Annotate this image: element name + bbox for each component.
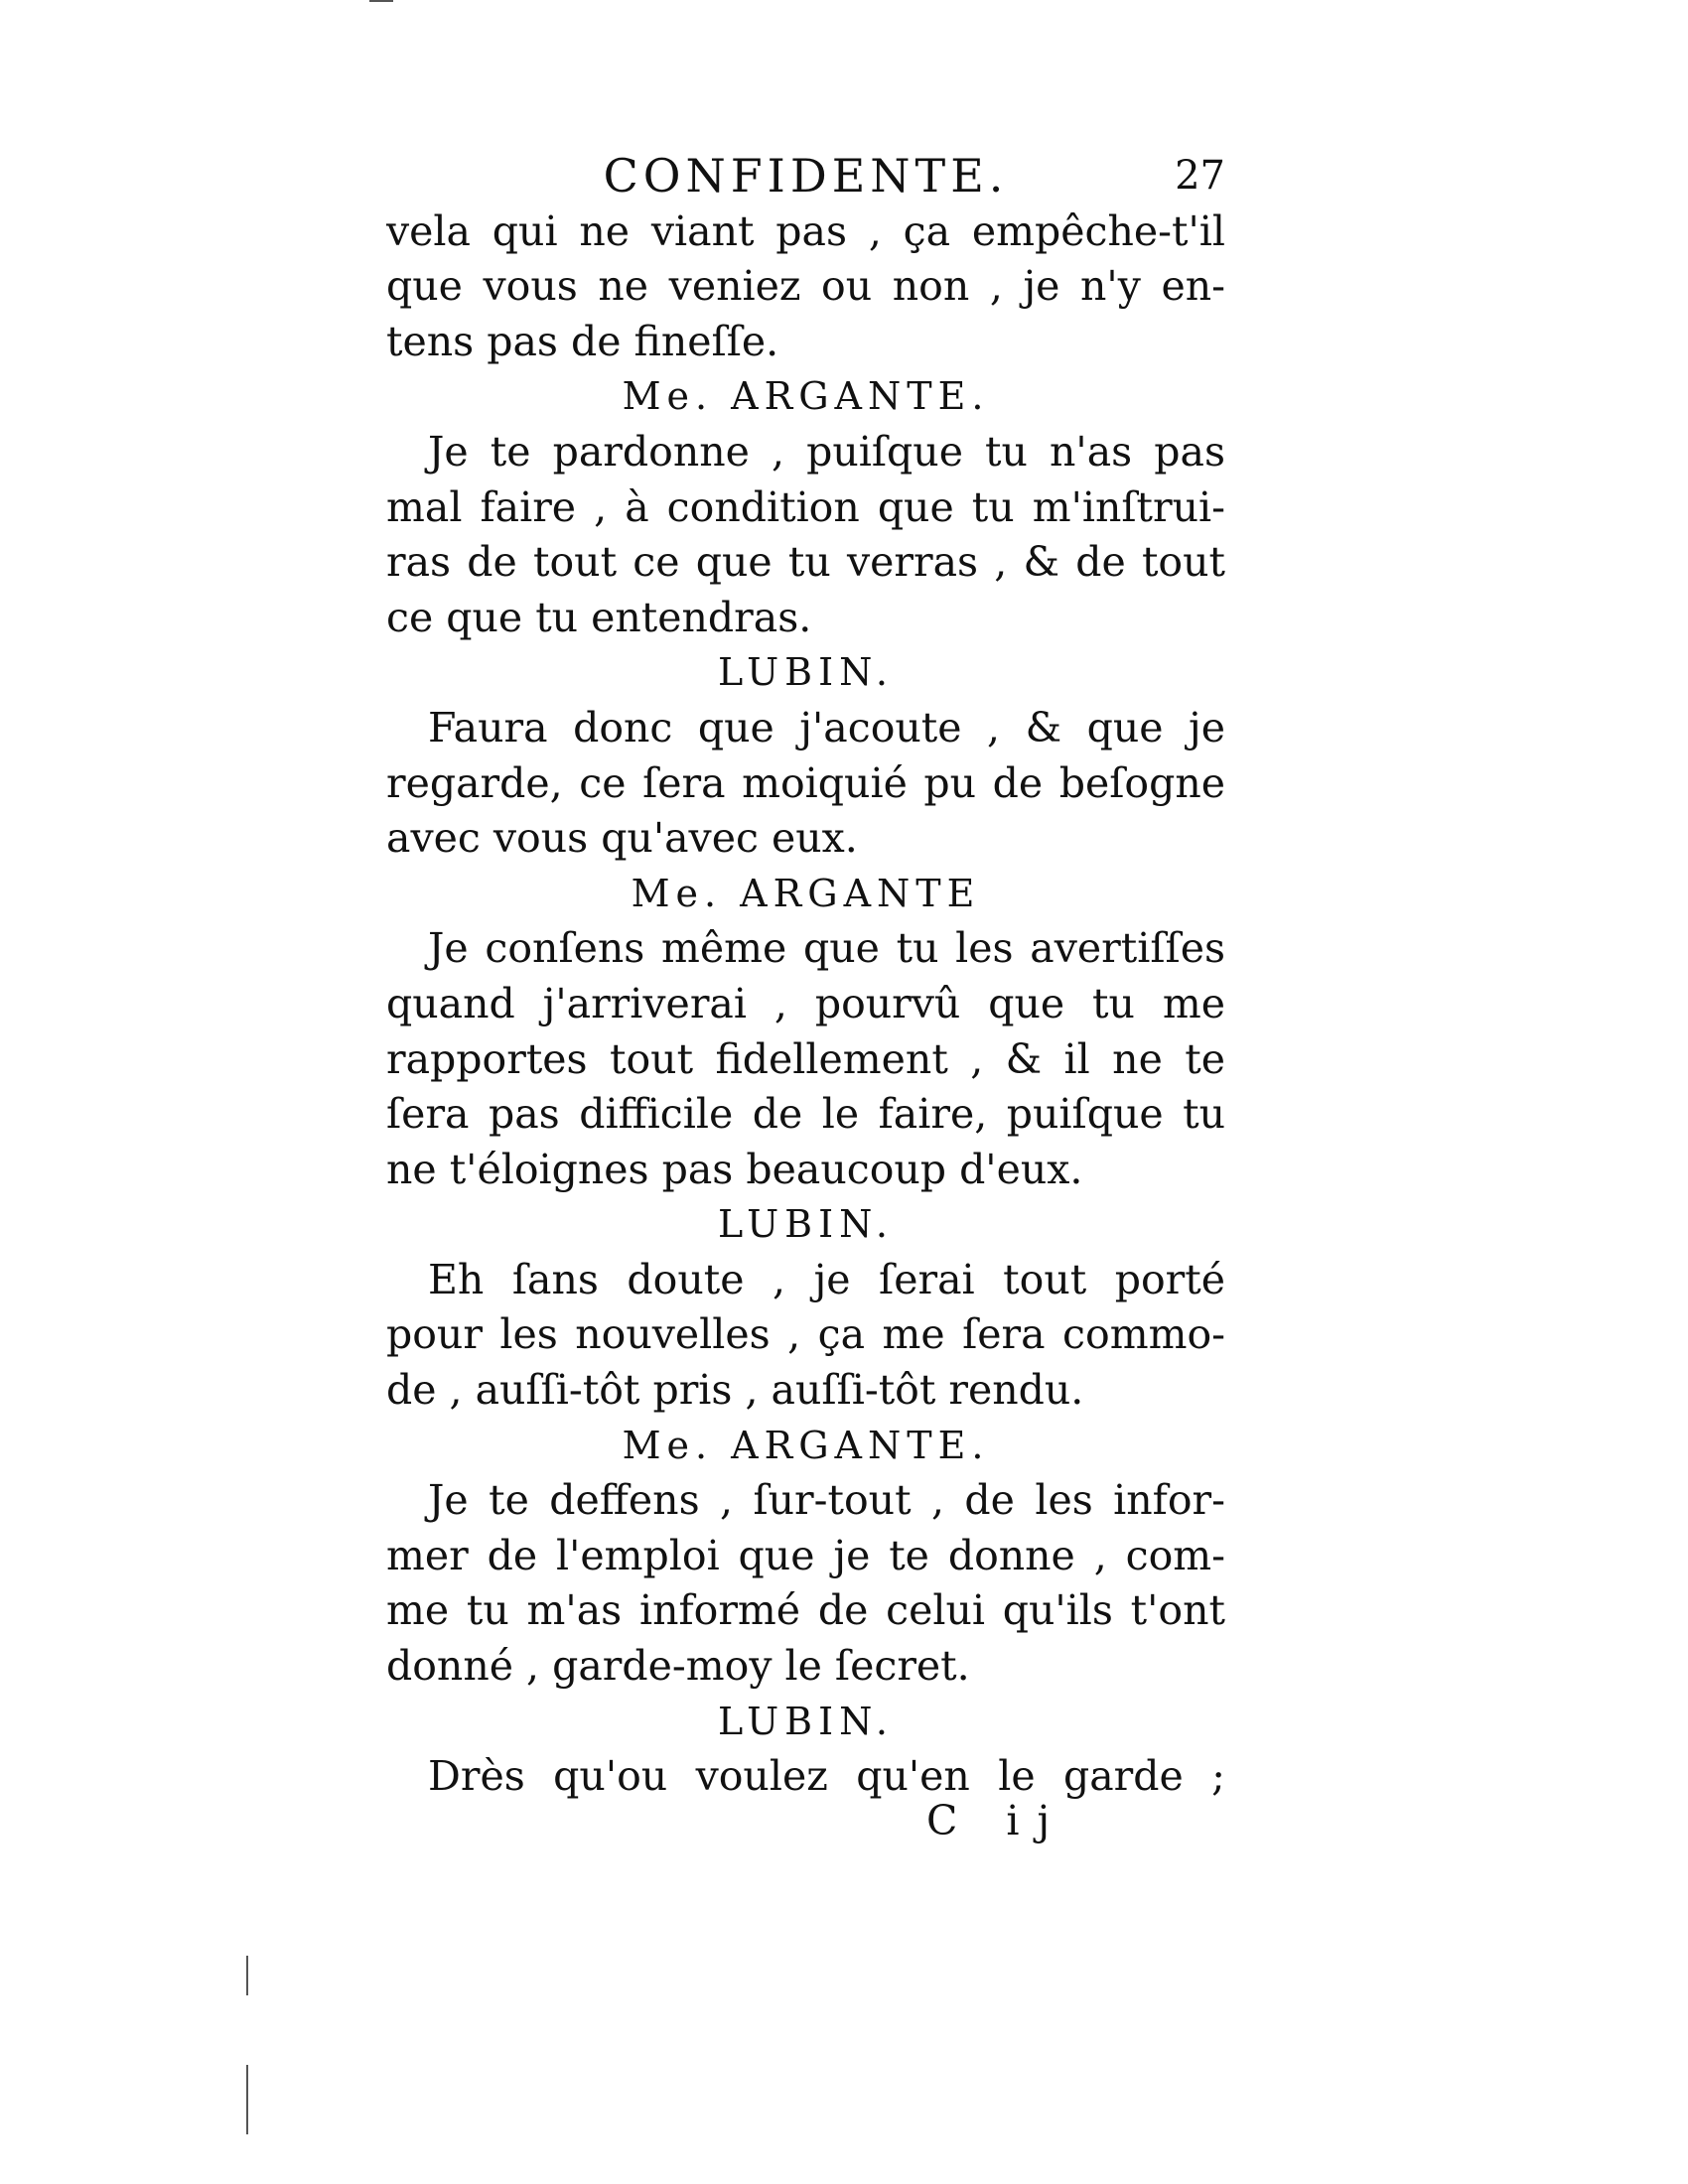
- text-line: Je te pardonne , puiſque tu n'as pas: [428, 427, 1225, 476]
- text-line: ſera pas difficile de le faire, puiſque tu: [386, 1090, 1225, 1139]
- running-header: [386, 149, 1225, 205]
- text-line: Je te deffens , ſur-tout , de les infor-: [428, 1476, 1225, 1525]
- running-title: CONFIDENTE.: [603, 149, 1009, 203]
- margin-rule: [246, 2105, 248, 2134]
- page-body: [386, 149, 1225, 1805]
- speaker-name: LUBIN.: [717, 1699, 894, 1743]
- text-line: de , auſſi-tôt pris , auſſi-tôt rendu.: [386, 1366, 1084, 1415]
- text-line: Je conſens même que tu les avertiſſes: [428, 924, 1225, 973]
- text-line: Drès qu'ou voulez qu'en le garde ;: [428, 1752, 1225, 1801]
- margin-rule: [246, 1956, 248, 1995]
- text-line: mal faire , à condition que tu m'inſtrui-: [386, 482, 1225, 531]
- text-line: ce que tu entendras.: [386, 593, 812, 641]
- text-line: mer de l'emploi que je te donne , com-: [386, 1531, 1225, 1579]
- speaker-name: Me. ARGANTE.: [622, 374, 990, 419]
- page-number: 27: [1175, 153, 1225, 199]
- text-lines: [386, 205, 1225, 1805]
- speaker-name: Me. ARGANTE.: [622, 1423, 990, 1467]
- text-line: ne t'éloignes pas beaucoup d'eux.: [386, 1145, 1083, 1193]
- text-line: pour les nouvelles , ça me ſera commo-: [386, 1310, 1225, 1359]
- text-line: Eh ſans doute , je ſerai tout porté: [428, 1255, 1225, 1303]
- speaker-name: LUBIN.: [717, 650, 894, 695]
- text-line: regarde, ce ſera moiquié pu de beſogne: [386, 758, 1225, 807]
- scan-mark: [369, 0, 393, 2]
- speaker-name: Me. ARGANTE: [631, 871, 981, 915]
- text-line: donné , garde-moy le ſecret.: [386, 1642, 970, 1691]
- text-line: me tu m'as informé de celui qu'ils t'ont: [386, 1586, 1225, 1635]
- signature-mark: C ij: [926, 1797, 1068, 1844]
- text-line: Faura donc que j'acoute , & que je: [428, 703, 1225, 751]
- text-line: ras de tout ce que tu verras , & de tout: [386, 538, 1225, 587]
- margin-rule: [246, 2065, 248, 2105]
- text-line: vela qui ne viant pas , ça empêche-t'il: [386, 206, 1225, 255]
- text-line: tens pas de fineſſe.: [386, 317, 779, 365]
- text-line: rapportes tout fidellement , & il ne te: [386, 1034, 1225, 1083]
- text-line: avec vous qu'avec eux.: [386, 814, 858, 863]
- text-line: que vous ne veniez ou non , je n'y en-: [386, 262, 1225, 311]
- speaker-name: LUBIN.: [717, 1202, 894, 1247]
- text-line: quand j'arriverai , pourvû que tu me: [386, 979, 1225, 1027]
